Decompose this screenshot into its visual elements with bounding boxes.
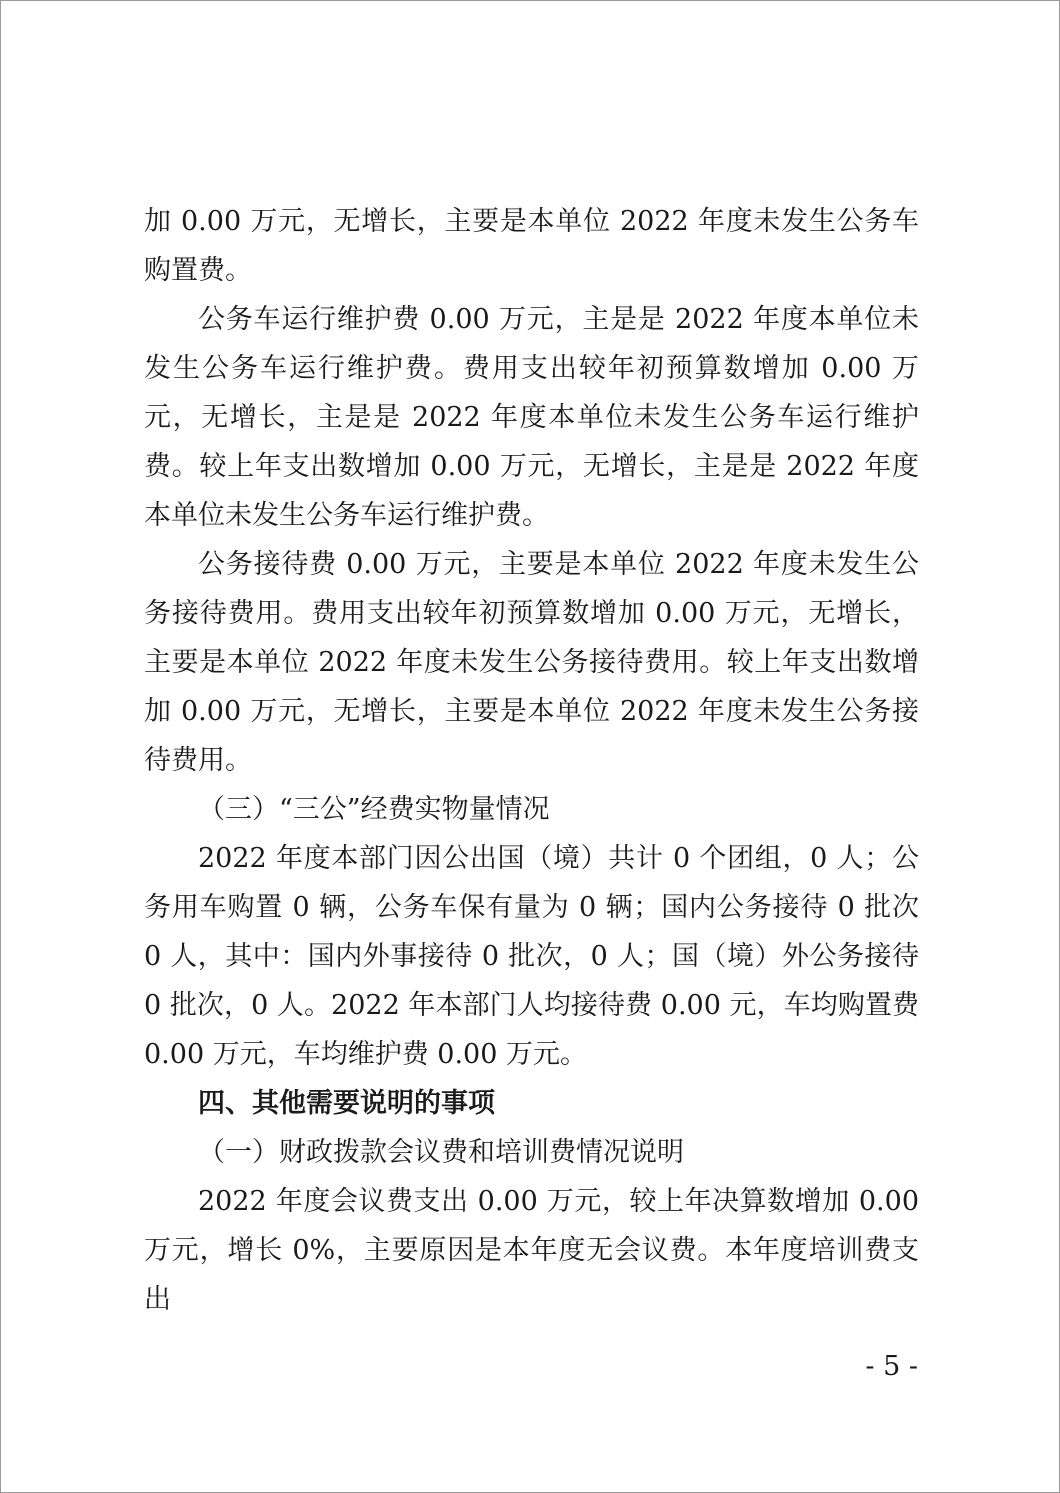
document-body <box>144 197 919 1324</box>
paragraph-vehicle-purchase-continuation: 加 0.00 万元，无增长，主要是本单位 2022 年度未发生公务车购置费。 <box>144 206 919 286</box>
paragraph-meeting-training: 2022 年度会议费支出 0.00 万元，较上年决算数增加 0.00 万元，增长 0%，主要原因是本年度无会议费。本年度培训费支出 <box>144 1186 919 1315</box>
paragraph-vehicle-maintenance: 公务车运行维护费 0.00 万元，主是是 2022 年度本单位未发生公务车运行维护费。费用支出较年初预算数增加 0.00 万元，无增长，主是是 2022 年度本单位未发生公务车运行维护费。较上年支出数增加 0.00 万元，无增长，主是是 2022 年度本单位未发生公务车运行维护费。 <box>144 304 919 531</box>
subheading-meeting-training: （一）财政拨款会议费和培训费情况说明 <box>198 1137 684 1168</box>
paragraph-physical-quantity: 2022 年度本部门因公出国（境）共计 0 个团组，0 人；公务用车购置 0 辆，公务车保有量为 0 辆；国内公务接待 0 批次 0 人，其中：国内外事接待 0 批次，0 人；国（境）外公务接待 0 批次，0 人。2022 年本部门人均接待费 0.00 元，车均购置费 0.00 万元，车均维护费 0.00 万元。 <box>144 843 919 1070</box>
paragraph-reception-expense: 公务接待费 0.00 万元，主要是本单位 2022 年度未发生公务接待费用。费用支出较年初预算数增加 0.00 万元，无增长，主要是本单位 2022 年度未发生公务接待费用。较上年支出数增加 0.00 万元，无增长，主要是本单位 2022 年度未发生公务接待费用。 <box>144 549 919 776</box>
heading-other-matters: 四、其他需要说明的事项 <box>198 1088 495 1119</box>
page-number: - 5 - <box>865 1351 918 1382</box>
subheading-physical-quantity: （三）“三公”经费实物量情况 <box>198 794 550 825</box>
